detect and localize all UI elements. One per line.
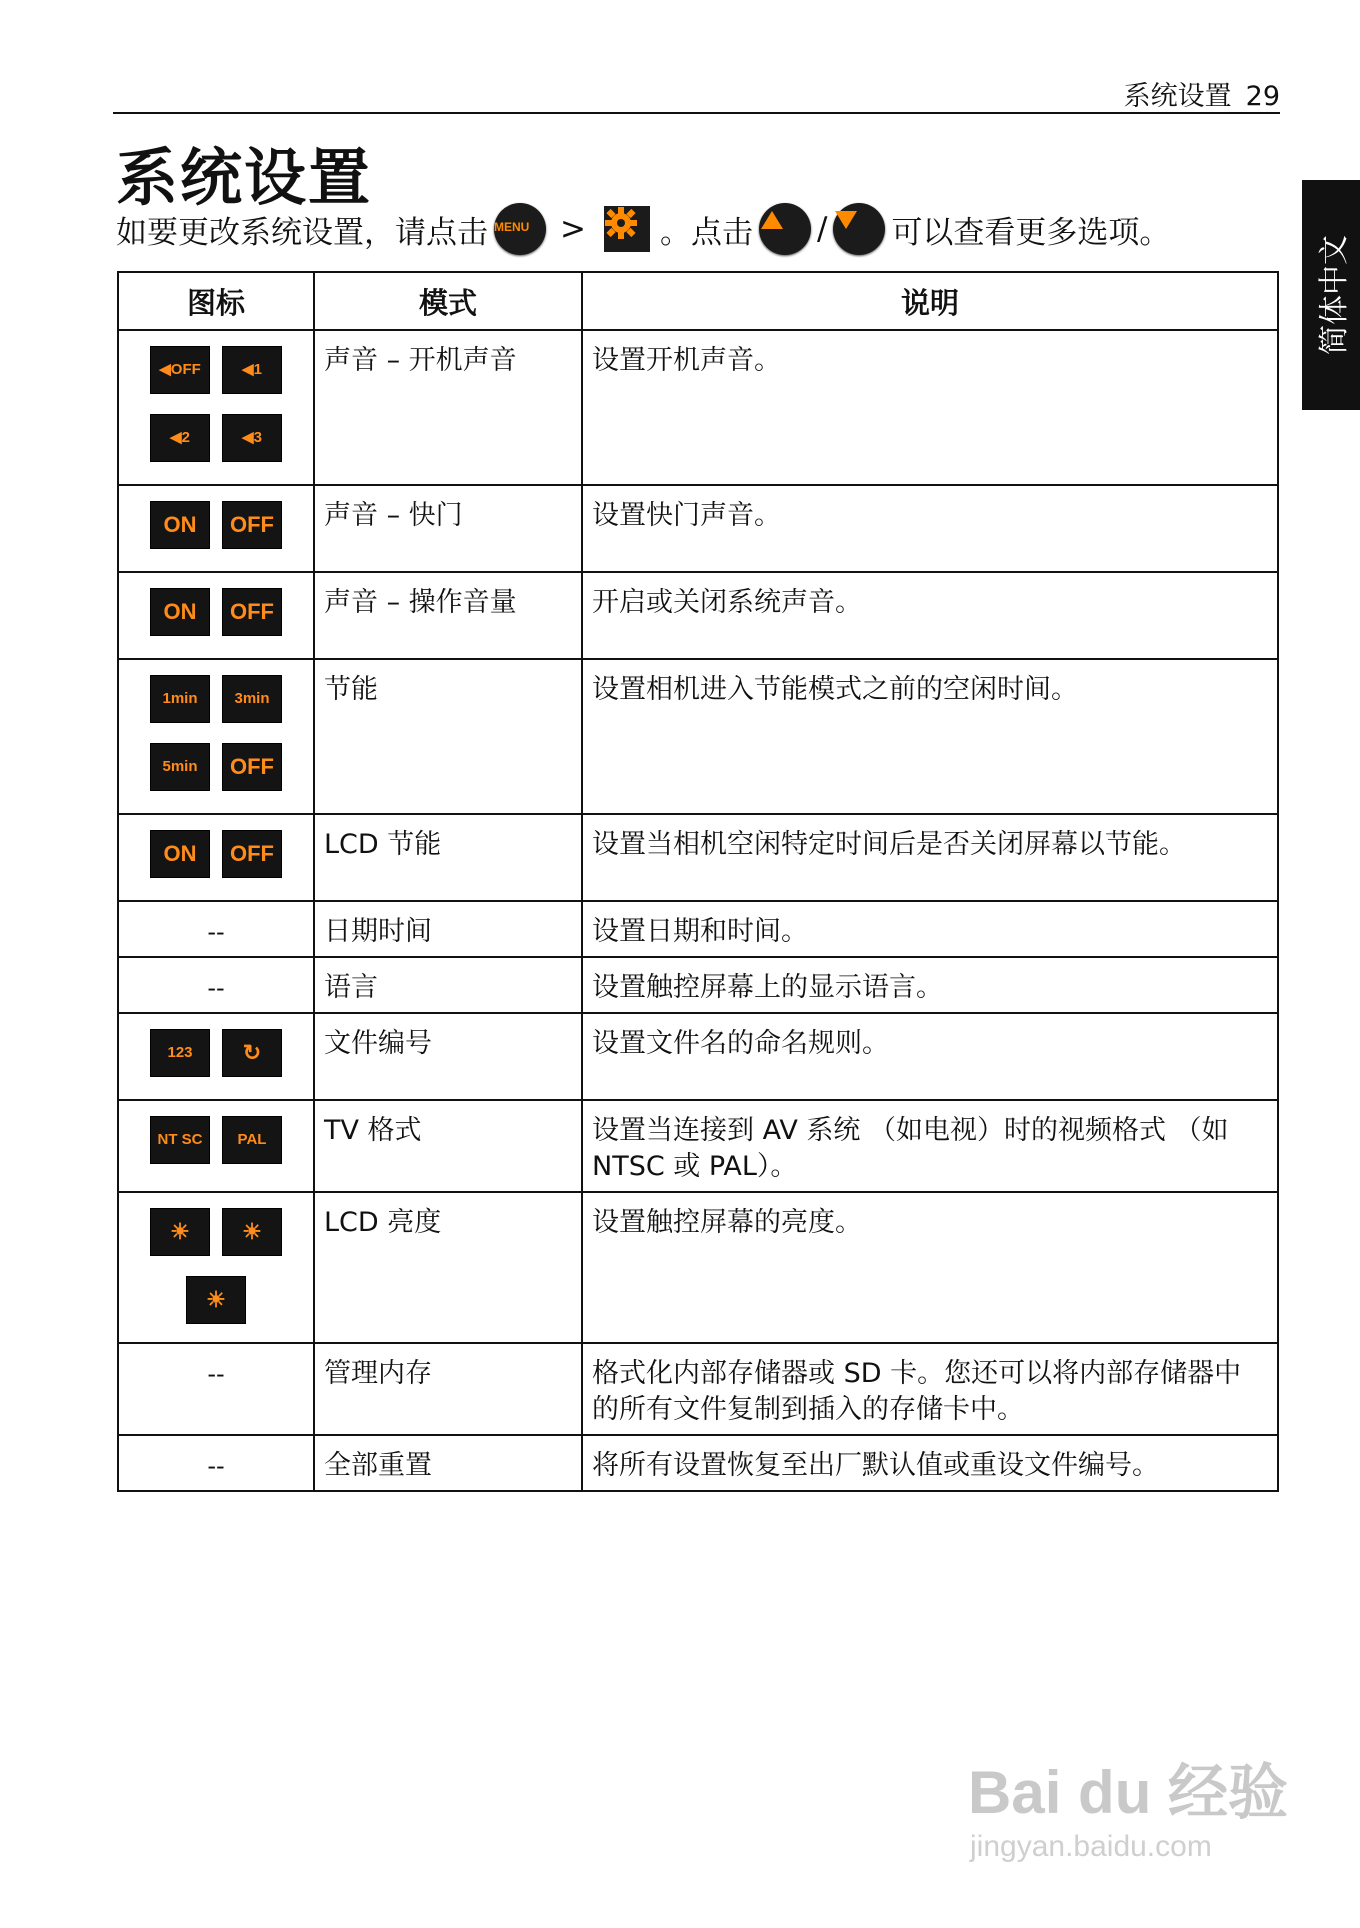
- file-number-series-icon: 123: [151, 1030, 209, 1076]
- side-tab-label: 简体中文: [1317, 235, 1352, 355]
- mode-cell: 管理内存: [314, 1343, 582, 1435]
- description-cell: 设置当连接到 AV 系统 （如电视）时的视频格式 （如 NTSC 或 PAL）。: [582, 1100, 1278, 1192]
- table-row: [118, 1192, 1278, 1343]
- power-save-1min-icon: 1min: [151, 676, 209, 722]
- header-description: 说明: [582, 272, 1278, 330]
- down-arrow-icon: [833, 203, 885, 255]
- on-icon: ON: [151, 502, 209, 548]
- off-icon: OFF: [223, 502, 281, 548]
- mode-cell: LCD 节能: [314, 814, 582, 901]
- on-icon: ON: [151, 589, 209, 635]
- baidu-watermark: Bai du 经验: [968, 1759, 1289, 1826]
- table-row: [118, 957, 1278, 1013]
- intro-suffix: 可以查看更多选项。: [891, 214, 1171, 251]
- description-cell: 设置快门声音。: [582, 485, 1278, 572]
- gear-icon: [604, 206, 650, 252]
- table-row: [118, 814, 1278, 901]
- off-icon: OFF: [223, 589, 281, 635]
- baidu-watermark-url: jingyan.baidu.com: [970, 1830, 1212, 1863]
- icon-cell: [118, 572, 314, 659]
- menu-label: MENU: [494, 220, 530, 234]
- mode-cell: 语言: [314, 957, 582, 1013]
- header-icon: 图标: [118, 272, 314, 330]
- icon-cell: [118, 1192, 314, 1343]
- description-cell: 设置日期和时间。: [582, 901, 1278, 957]
- table-row: [118, 485, 1278, 572]
- pal-icon: PAL: [223, 1117, 281, 1163]
- mode-cell: 声音 – 开机声音: [314, 330, 582, 485]
- intro-text: [116, 203, 1170, 255]
- icon-cell: [118, 485, 314, 572]
- table-row: [118, 659, 1278, 814]
- table-row: [118, 1013, 1278, 1100]
- mode-cell: 日期时间: [314, 901, 582, 957]
- mode-cell: 文件编号: [314, 1013, 582, 1100]
- running-header: [1124, 74, 1280, 113]
- mode-cell: LCD 亮度: [314, 1192, 582, 1343]
- up-arrow-icon: [759, 203, 811, 255]
- intro-middle: 。点击: [659, 214, 753, 251]
- intro-slash: /: [816, 211, 828, 247]
- table-row: [118, 1100, 1278, 1192]
- brightness-auto-icon: ☀: [151, 1209, 209, 1255]
- header-mode: 模式: [314, 272, 582, 330]
- file-number-reset-icon: ↻: [223, 1030, 281, 1076]
- table-row: [118, 901, 1278, 957]
- sound-3-icon: ◀3: [223, 415, 281, 461]
- icon-cell: --: [118, 1343, 314, 1435]
- icon-cell: [118, 1100, 314, 1192]
- menu-button-icon: [494, 203, 546, 255]
- header-rule: [113, 112, 1280, 114]
- description-cell: 格式化内部存储器或 SD 卡。您还可以将内部存储器中的所有文件复制到插入的存储卡中。: [582, 1343, 1278, 1435]
- icon-cell: [118, 814, 314, 901]
- icon-cell: --: [118, 901, 314, 957]
- mode-cell: 全部重置: [314, 1435, 582, 1491]
- sound-off-icon: ◀OFF: [151, 347, 209, 393]
- sound-2-icon: ◀2: [151, 415, 209, 461]
- page-number: 29: [1245, 81, 1280, 112]
- power-save-5min-icon: 5min: [151, 744, 209, 790]
- sound-1-icon: ◀1: [223, 347, 281, 393]
- settings-table: [117, 271, 1279, 1492]
- description-cell: 设置触控屏幕的亮度。: [582, 1192, 1278, 1343]
- intro-gt: >: [560, 211, 586, 247]
- table-row: [118, 330, 1278, 485]
- power-save-off-icon: OFF: [223, 744, 281, 790]
- icon-cell: --: [118, 1435, 314, 1491]
- mode-cell: 节能: [314, 659, 582, 814]
- page-title: 系统设置: [116, 141, 373, 214]
- off-icon: OFF: [223, 831, 281, 877]
- description-cell: 设置当相机空闲特定时间后是否关闭屏幕以节能。: [582, 814, 1278, 901]
- power-save-3min-icon: 3min: [223, 676, 281, 722]
- language-side-tab: [1302, 180, 1360, 410]
- description-cell: 设置开机声音。: [582, 330, 1278, 485]
- brightness-high-icon: ☀: [223, 1209, 281, 1255]
- description-cell: 设置相机进入节能模式之前的空闲时间。: [582, 659, 1278, 814]
- icon-cell: [118, 659, 314, 814]
- mode-cell: 声音 – 操作音量: [314, 572, 582, 659]
- mode-cell: 声音 – 快门: [314, 485, 582, 572]
- table-header-row: [118, 272, 1278, 330]
- description-cell: 设置触控屏幕上的显示语言。: [582, 957, 1278, 1013]
- brightness-normal-icon: ☀: [187, 1277, 245, 1323]
- on-icon: ON: [151, 831, 209, 877]
- description-cell: 开启或关闭系统声音。: [582, 572, 1278, 659]
- table-row: [118, 572, 1278, 659]
- table-row: [118, 1435, 1278, 1491]
- header-section: 系统设置: [1123, 81, 1232, 112]
- ntsc-icon: NT SC: [151, 1117, 209, 1163]
- mode-cell: TV 格式: [314, 1100, 582, 1192]
- description-cell: 将所有设置恢复至出厂默认值或重设文件编号。: [582, 1435, 1278, 1491]
- intro-prefix: 如要更改系统设置，请点击: [116, 214, 488, 251]
- icon-cell: --: [118, 957, 314, 1013]
- icon-cell: [118, 1013, 314, 1100]
- icon-cell: [118, 330, 314, 485]
- description-cell: 设置文件名的命名规则。: [582, 1013, 1278, 1100]
- table-row: [118, 1343, 1278, 1435]
